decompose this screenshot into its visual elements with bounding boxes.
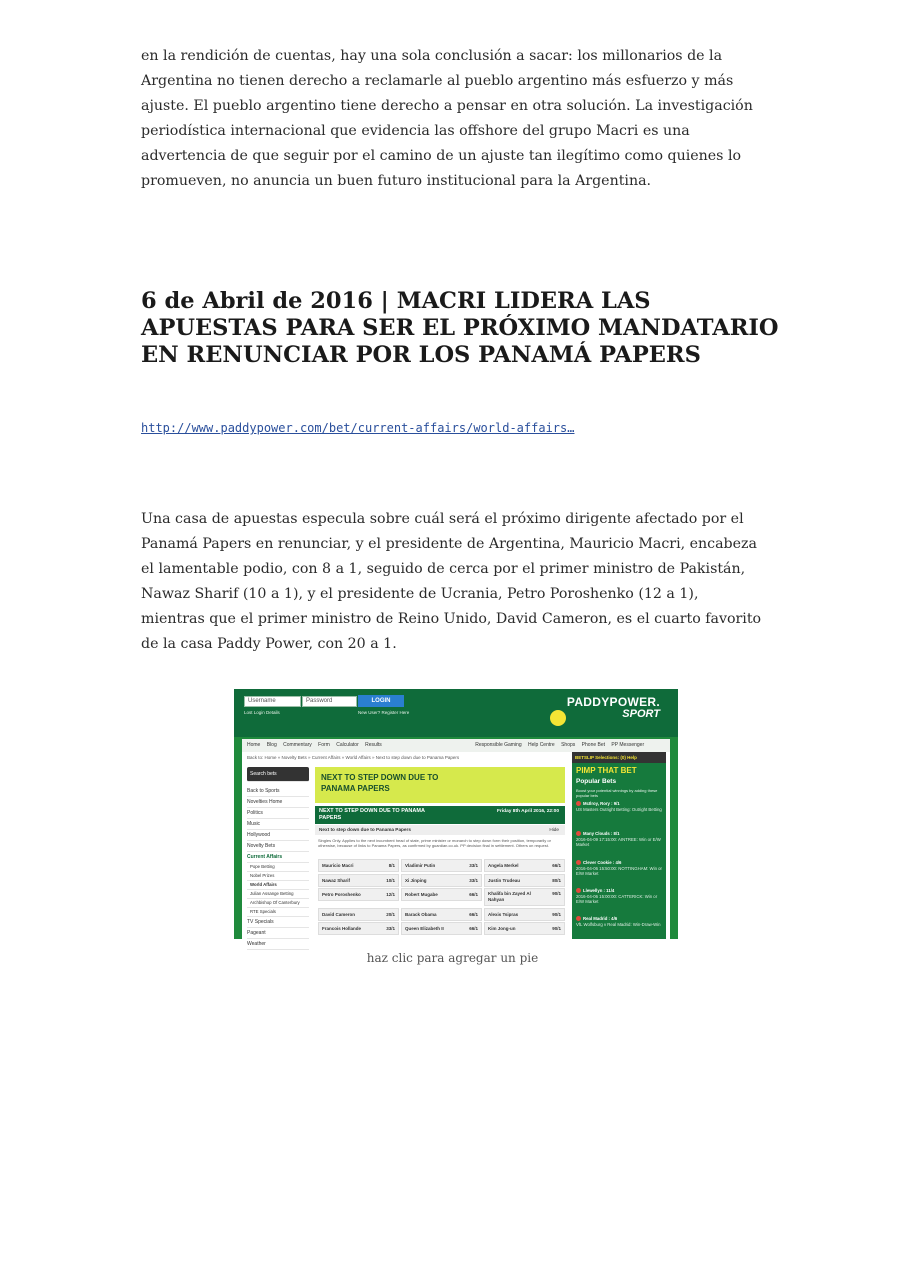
username-input: Username bbox=[244, 696, 301, 707]
banner-title: NEXT TO STEP DOWN DUE TO PANAMA PAPERS bbox=[321, 773, 439, 793]
runner-name: Vladimir Putin bbox=[405, 863, 436, 868]
runner-name: Khalifa bin Zayed Al Nahyan bbox=[488, 891, 531, 902]
runner-odds: 20/1 bbox=[386, 911, 395, 917]
runner-odds: 66/1 bbox=[469, 911, 478, 917]
runner-name: Xi Jinping bbox=[405, 877, 427, 883]
popular-bet bbox=[576, 888, 662, 905]
paddypower-logo bbox=[567, 695, 660, 720]
runner-name: Petro Poroshenko bbox=[322, 892, 361, 897]
popular-bet bbox=[576, 831, 662, 848]
football-icon bbox=[550, 710, 566, 726]
logo-line1: PADDYPOWER. bbox=[566, 695, 660, 709]
sidebar-subitem: Julian Assange Betting bbox=[247, 890, 309, 899]
bet-name: McIlroy, Rory : 9/1 bbox=[583, 801, 620, 806]
odds-row bbox=[318, 874, 564, 887]
sidebar-item: Pageant bbox=[247, 928, 309, 939]
runner-odds: 33/1 bbox=[386, 926, 395, 931]
market-header bbox=[315, 806, 565, 824]
market-banner bbox=[315, 767, 565, 803]
runner-odds: 80/1 bbox=[552, 877, 561, 883]
odds-cell bbox=[484, 874, 565, 887]
market-subtitle: Next to step down due to Panama Papers bbox=[319, 827, 411, 832]
runner-name: Francois Hollande bbox=[322, 926, 362, 931]
pimp-title: PIMP THAT BET bbox=[576, 766, 637, 775]
runner-odds: 90/1 bbox=[552, 891, 561, 896]
popular-bet bbox=[576, 801, 662, 812]
market-title: NEXT TO STEP DOWN DUE TO PANAMA PAPERS bbox=[319, 808, 425, 821]
bet-name: Llewellyn : 11/4 bbox=[583, 888, 615, 893]
bet-name: Clever Cookie : 4/6 bbox=[583, 860, 622, 865]
sidebar-item: Music bbox=[247, 819, 309, 830]
odds-cell bbox=[401, 908, 482, 921]
odds-cell bbox=[401, 874, 482, 887]
nav-item: Blog bbox=[266, 742, 277, 748]
hide-toggle: Hide bbox=[549, 827, 559, 832]
nav-item: PP Messenger bbox=[611, 742, 645, 748]
runner-name: Justin Trudeau bbox=[488, 877, 521, 883]
runner-odds: 90/1 bbox=[552, 926, 561, 931]
lost-login-link: Lost Login Details bbox=[244, 710, 280, 715]
bet-desc: VfL Wolfsburg v Real Madrid: Win-Draw-Win bbox=[576, 921, 661, 927]
odds-cell bbox=[401, 888, 482, 901]
logo-line2: SPORT bbox=[622, 708, 660, 720]
popular-description: Boost your potential winnings by adding these popular bets bbox=[576, 788, 658, 798]
nav-item: Home bbox=[247, 742, 261, 748]
source-link[interactable]: http://www.paddypower.com/bet/current-affairs/world-affairs… bbox=[141, 421, 575, 435]
runner-name: Alexis Tsipras bbox=[488, 911, 519, 917]
bet-desc: 2016-04-06 15:00:00: CATTERICK: Win or E/W Market bbox=[576, 893, 658, 904]
market-rules: Singles Only. Applies to the next incumbent head of state, prime minister or monarch to step down form their position, temporarily or otherwise, because of links to Panama Papers, as confirmed by guardian.co.uk. PP decision final in settlement. Others on request. bbox=[318, 838, 551, 848]
nav-item: Commentary bbox=[283, 742, 312, 748]
runner-odds: 66/1 bbox=[469, 892, 478, 897]
runner-odds: 12/1 bbox=[386, 892, 395, 897]
sidebar-item: Politics bbox=[247, 808, 309, 819]
sidebar-subitem: Nobel Prizes bbox=[247, 872, 309, 881]
odds-row bbox=[318, 859, 564, 872]
body-paragraph: Una casa de apuestas especula sobre cuál será el próximo dirigente afectado por el Panamá Papers en renunciar, y el presidente de Argentina, Mauricio Macri, encabeza el lamentable podio, con 8 a 1, seguido de cerca por el primer ministro de Pakistán, Nawaz Sharif (10 a 1), y el presidente de Ucrania, Petro Poroshenko (12 a 1), mientras que el primer ministro de Reino Unido, David Cameron, es el cuarto favorito de la casa Paddy Power, con 20 a 1. bbox=[141, 511, 762, 652]
nav-item: Form bbox=[318, 742, 330, 748]
runner-name: Kim Jong-un bbox=[488, 926, 516, 931]
runner-name: Queen Elizabeth II bbox=[405, 926, 444, 931]
body-paragraph: en la rendición de cuentas, hay una sola conclusión a sacar: los millonarios de la Argentina no tienen derecho a reclamarle al pueblo argentino más esfuerzo y más ajuste. El pueblo argentino tiene derecho a pensar en otra solución. La investigación periodística internacional que evidencia las offshore del grupo Macri es una advertencia de que seguir por el camino de un ajuste tan ilegítimo como quienes lo promueven, no anuncia un buen futuro institucional para la Argentina. bbox=[141, 48, 753, 189]
login-button: LOGIN bbox=[358, 695, 404, 707]
runner-name: David Cameron bbox=[322, 911, 356, 917]
odds-cell bbox=[484, 922, 565, 935]
runner-name: Mauricio Macri bbox=[322, 863, 354, 868]
register-link: New User? Register Here bbox=[358, 710, 410, 715]
odds-cell bbox=[318, 922, 399, 935]
popular-title: Popular Bets bbox=[576, 778, 617, 785]
bet-desc: 2016-04-09 17:15:00: AINTREE: Win or E/W Market bbox=[576, 836, 661, 847]
odds-row bbox=[318, 922, 564, 935]
odds-cell bbox=[318, 874, 399, 887]
odds-cell bbox=[401, 859, 482, 872]
odds-row bbox=[318, 888, 564, 906]
sidebar-item: Current Affairs bbox=[247, 852, 309, 863]
password-input: Password bbox=[302, 696, 357, 707]
odds-cell bbox=[318, 859, 399, 872]
nav-item: Phone Bet bbox=[581, 742, 606, 748]
embedded-screenshot[interactable] bbox=[234, 689, 678, 947]
bet-desc: 2016-04-06 15:50:00: NOTTINGHAM: Win or E/W Market bbox=[576, 865, 662, 876]
runner-odds: 90/1 bbox=[552, 911, 561, 917]
popular-bet bbox=[576, 916, 662, 927]
runner-name: Barack Obama bbox=[405, 911, 437, 917]
odds-row bbox=[318, 908, 564, 921]
sidebar-item: Hollywood bbox=[247, 830, 309, 841]
odds-cell bbox=[484, 908, 565, 921]
sidebar-item: TV Specials bbox=[247, 917, 309, 928]
odds-cell bbox=[484, 859, 565, 872]
runner-odds: 10/1 bbox=[386, 877, 395, 883]
runner-name: Nawaz Sharif bbox=[322, 877, 351, 883]
sidebar-subitem: Archbishop Of Canterbury bbox=[247, 899, 309, 908]
market-date: Friday 8th April 2016, 22:00 bbox=[497, 809, 559, 814]
site-header bbox=[234, 689, 678, 737]
bet-desc: US Masters Outright Betting: Outright Betting bbox=[576, 806, 662, 812]
sidebar-item: Back to Sports bbox=[247, 786, 309, 797]
sidebar bbox=[247, 767, 309, 950]
market-subheader bbox=[315, 825, 565, 835]
odds-cell bbox=[484, 888, 565, 906]
nav-item: Responsible Gaming bbox=[475, 742, 522, 748]
runner-odds: 66/1 bbox=[469, 926, 478, 931]
runner-odds: 66/1 bbox=[552, 863, 561, 868]
odds-cell bbox=[318, 888, 399, 901]
nav-item: Shops bbox=[561, 742, 576, 748]
betslip-bar: BETSLIP Selections: (0) Help bbox=[572, 752, 666, 763]
sidebar-subitem: RTE Specials bbox=[247, 908, 309, 917]
bet-name: Real Madrid : 4/6 bbox=[583, 916, 618, 921]
sidebar-item: Weather bbox=[247, 939, 309, 950]
runner-odds: 33/1 bbox=[469, 877, 478, 883]
nav-item: Calculator bbox=[336, 742, 359, 748]
sidebar-subitem: Pope Betting bbox=[247, 863, 309, 872]
runner-odds: 8/1 bbox=[388, 863, 395, 868]
runner-name: Angela Merkel bbox=[488, 863, 519, 868]
popular-bet bbox=[576, 860, 662, 877]
sidebar-item: Novelties Home bbox=[247, 797, 309, 808]
odds-cell bbox=[318, 908, 399, 921]
odds-cell bbox=[401, 922, 482, 935]
image-caption[interactable]: haz clic para agregar un pie bbox=[366, 951, 539, 965]
nav-item: Results bbox=[365, 742, 382, 748]
odds-grid bbox=[318, 859, 564, 937]
breadcrumb: Back to: Home » Novelty Bets » Current Affairs » World Affairs » Next to step down due to Panama Papers bbox=[242, 752, 670, 763]
site-nav bbox=[242, 739, 670, 752]
nav-item: Help Centre bbox=[528, 742, 555, 748]
bet-name: Many Clouds : 8/1 bbox=[583, 831, 620, 836]
sidebar-item: Novelty Bets bbox=[247, 841, 309, 852]
sidebar-subitem: World Affairs bbox=[247, 881, 309, 890]
search-bets: Search bets bbox=[247, 767, 309, 782]
runner-odds: 33/1 bbox=[469, 863, 478, 868]
runner-name: Robert Mugabe bbox=[405, 892, 438, 897]
popular-bets-panel bbox=[572, 763, 666, 939]
section-heading: 6 de Abril de 2016 | MACRI LIDERA LAS APUESTAS PARA SER EL PRÓXIMO MANDATARIO EN RENUNCIAR POR LOS PANAMÁ PAPERS bbox=[141, 288, 779, 368]
